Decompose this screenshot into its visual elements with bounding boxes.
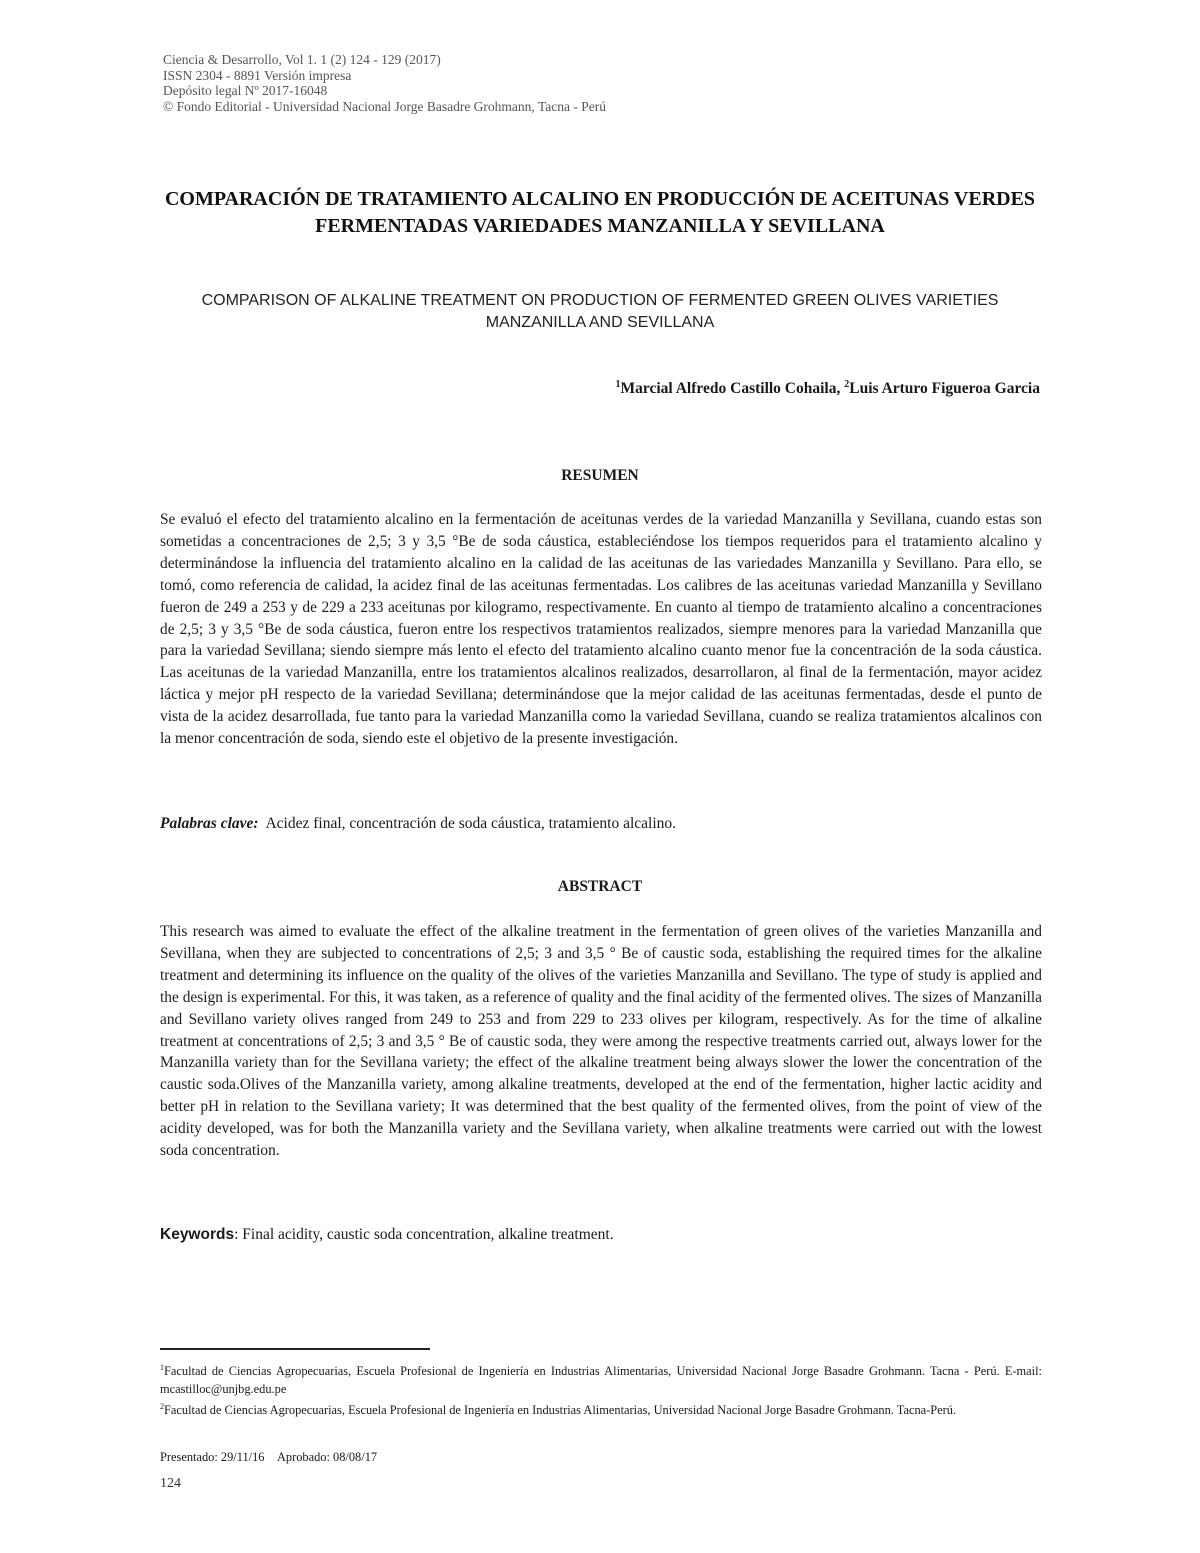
author2-name: Luis Arturo Figueroa Garcia xyxy=(849,380,1040,398)
footnotes xyxy=(160,1359,1042,1419)
keywords-text: : Final acidity, caustic soda concentration, alkaline treatment. xyxy=(234,1226,614,1243)
footnote-1-text: Facultad de Ciencias Agropecuarias, Escuela Profesional de Ingeniería en Industrias Alimentarias, Universidad Nacional Jorge Basadre Grohmann. Tacna - Perú. E-mail: mcastilloc@unjbg.edu.pe xyxy=(160,1364,1042,1397)
journal-header xyxy=(163,52,763,114)
footnote-2-text: Facultad de Ciencias Agropecuarias, Escuela Profesional de Ingeniería en Industrias Alimentarias, Universidad Nacional Jorge Basadre Grohmann. Tacna-Perú. xyxy=(164,1403,957,1418)
footnote-1-mark: 1 xyxy=(160,1363,164,1372)
keywords xyxy=(160,1226,1040,1244)
palabras-clave xyxy=(160,815,1040,833)
footnote-2 xyxy=(160,1398,1042,1419)
resumen-paragraph: Se evaluó el efecto del tratamiento alcalino en la fermentación de aceitunas verdes de la variedad Manzanilla y Sevillana, cuando estas son sometidas a concentraciones de 2,5; 3 y 3,5 °Be de soda cáustica, estableciéndose los tiempos requeridos para el tratamiento alcalino y determinándose la influencia del tratamiento alcalino en la calidad de las aceitunas de las variedades Manzanilla y Sevillano. Para ello, se tomó, como referencia de calidad, la acidez final de las aceitunas fermentadas. Los calibres de las aceitunas variedad Manzanilla y Sevillano fueron de 249 a 253 y de 229 a 233 aceitunas por kilogramo, respectivamente. En cuanto al tiempo de tratamiento alcalino a concentraciones de 2,5; 3 y 3,5 °Be de soda cáustica, fueron entre los respectivos tratamientos realizados, siempre menores para la variedad Manzanilla que para la variedad Sevillana; siendo siempre más lento el efecto del tratamiento alcalino cuanto menor fue la concentración de la soda cáustica. Las aceitunas de la variedad Manzanilla, entre los tratamientos alcalinos realizados, desarrollaron, al final de la fermentación, mayor acidez láctica y mejor pH respecto de la variedad Sevillana; determinándose que la mejor calidad de las aceitunas fermentadas, desde el punto de vista de la acidez desarrollada, fue tanto para la variedad Manzanilla como la variedad Sevillana, cuando se realiza tratamientos alcalinos con la menor concentración de soda, siendo este el objetivo de la presente investigación. xyxy=(160,511,1042,748)
title-english: COMPARISON OF ALKALINE TREATMENT ON PRODUCTION OF FERMENTED GREEN OLIVES VARIETIES MANZANILLA AND SEVILLANA xyxy=(201,292,999,331)
title-spanish: COMPARACIÓN DE TRATAMIENTO ALCALINO EN PRODUCCIÓN DE ACEITUNAS VERDES FERMENTADAS VARIEDADES MANZANILLA Y SEVILLANA xyxy=(164,188,1036,237)
approved-date: Aprobado: 08/08/17 xyxy=(276,1450,378,1464)
footnote-divider xyxy=(160,1348,430,1350)
author-line xyxy=(616,379,1041,398)
submission-dates xyxy=(160,1450,387,1465)
page-number: 124 xyxy=(160,1476,181,1491)
keywords-label: Keywords xyxy=(160,1226,235,1243)
abstract-heading: ABSTRACT xyxy=(557,878,643,895)
palabras-clave-label: Palabras clave: xyxy=(160,815,259,832)
author2-affiliation-mark: 2 xyxy=(844,379,850,390)
author1-affiliation-mark: 1 xyxy=(615,379,621,390)
abstract-paragraph: This research was aimed to evaluate the effect of the alkaline treatment in the fermentation of green olives of the varieties Manzanilla and Sevillana, when they are subjected to concentrations of 2,5; 3 and 3,5 ° Be of caustic soda, establishing the required times for the alkaline treatment and determining its influence on the quality of the olives of the varieties Manzanilla and Sevillano. The type of study is applied and the design is experimental. For this, it was taken, as a reference of quality and the final acidity of the fermented olives. The sizes of Manzanilla and Sevillano variety olives ranged from 249 to 253 and from 229 to 233 olives per kilogram, respectively. As for the time of alkaline treatment at concentrations of 2,5; 3 and 3,5 ° Be of caustic soda, they were among the respective treatments carried out, always lower for the Manzanilla variety than for the Sevillana variety; the effect of the alkaline treatment being always slower the lower the concentration of the caustic soda.Olives of the Manzanilla variety, among alkaline treatments, developed at the end of the fermentation, higher lactic acidity and better pH in relation to the Sevillana variety; It was determined that the best quality of the fermented olives, from the point of view of the acidity developed, was for both the Manzanilla variety and the Sevillana variety, when alkaline treatments were carried out with the lowest soda concentration. xyxy=(160,923,1042,1160)
presented-date: Presentado: 29/11/16 xyxy=(160,1450,265,1464)
footnote-1 xyxy=(160,1359,1042,1398)
author1-name: Marcial Alfredo Castillo Cohaila, xyxy=(620,380,841,398)
journal-publisher: © Fondo Editorial - Universidad Nacional Jorge Basadre Grohmann, Tacna - Perú xyxy=(163,98,606,114)
journal-citation: Ciencia & Desarrollo, Vol 1. 1 (2) 124 - 129 (2017) xyxy=(163,52,441,67)
journal-issn: ISSN 2304 - 8891 Versión impresa xyxy=(163,67,352,83)
journal-legal-deposit: Depósito legal Nº 2017-16048 xyxy=(163,83,328,98)
footnote-2-mark: 2 xyxy=(160,1402,164,1412)
palabras-clave-text: Acidez final, concentración de soda cáustica, tratamiento alcalino. xyxy=(265,815,677,832)
resumen-heading: RESUMEN xyxy=(561,467,639,484)
